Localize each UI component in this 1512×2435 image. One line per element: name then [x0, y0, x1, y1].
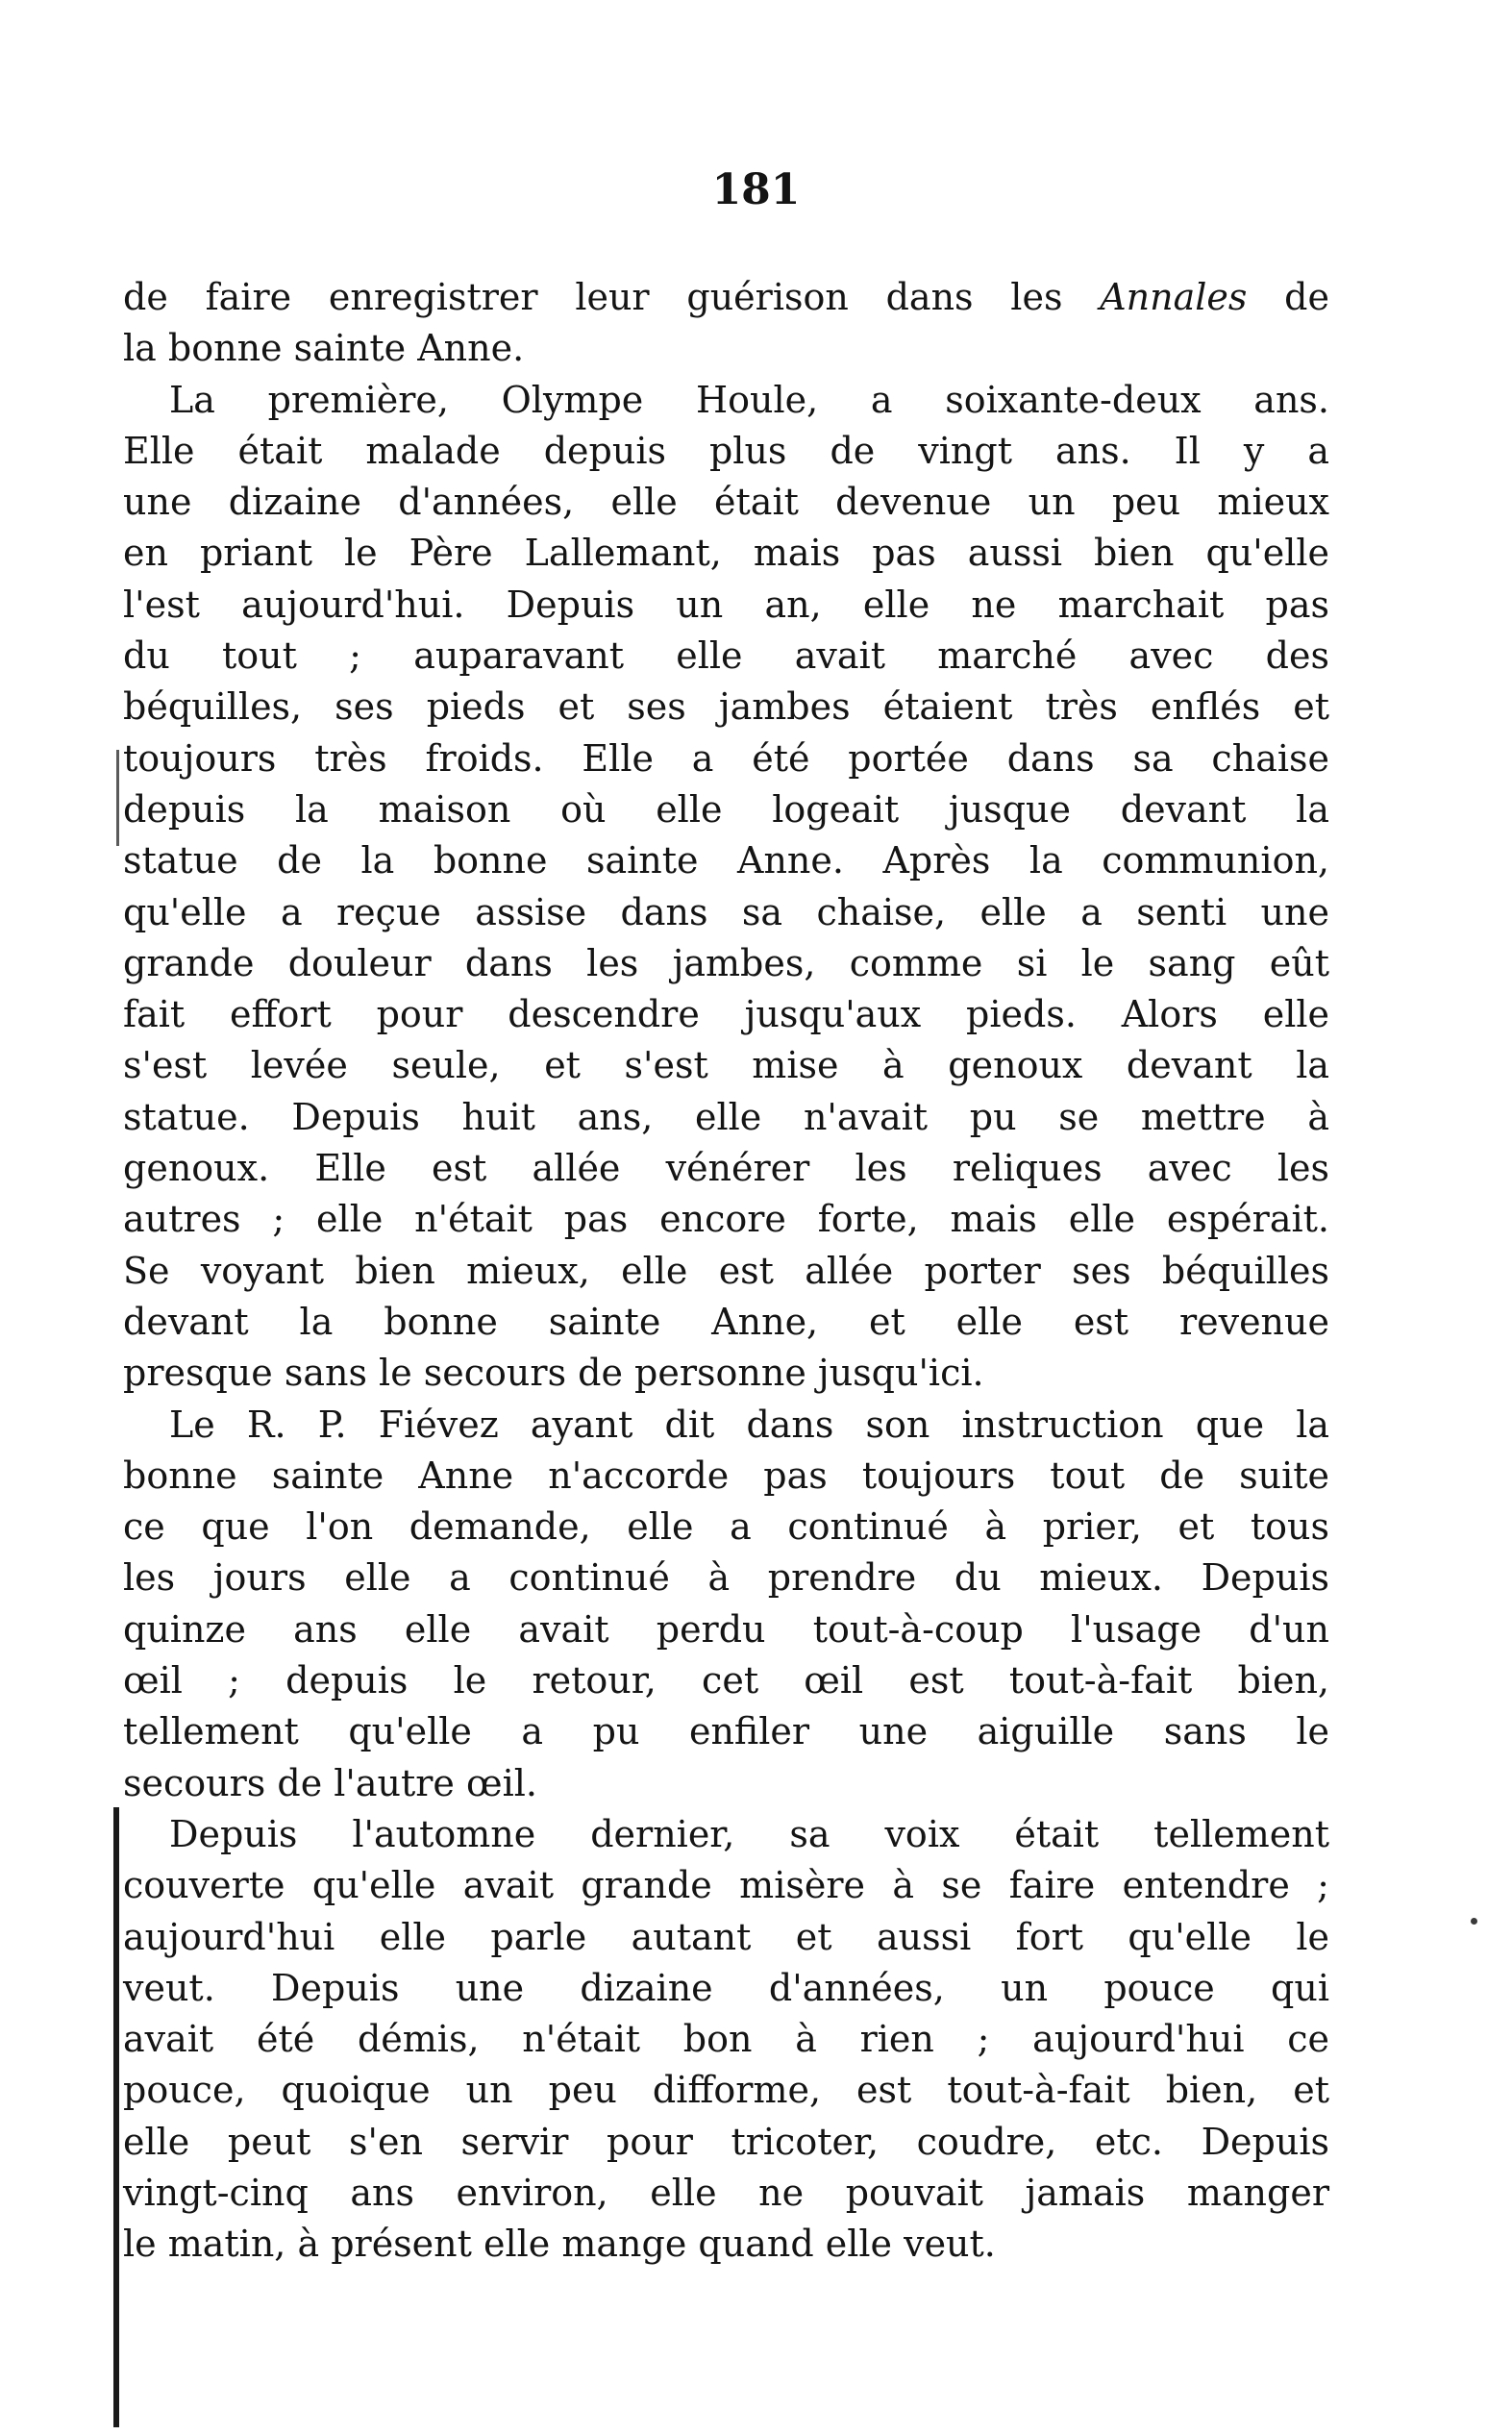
text-line: quinze ans elle avait perdu tout-à-coup l'usage d'un [123, 1607, 1329, 1651]
text-line: secours de l'autre œil. [123, 1761, 537, 1804]
text-line: la bonne sainte Anne. [123, 327, 525, 370]
text-line: toujours très froids. Elle a été portée dans sa chaise [123, 736, 1329, 780]
text-line: œil ; depuis le retour, cet œil est tout-à-fait bien, [123, 1659, 1329, 1702]
text-line: pouce, quoique un peu difforme, est tout-à-fait bien, et [123, 2069, 1329, 2112]
text-line: du tout ; auparavant elle avait marché avec des [123, 634, 1329, 678]
gutter-mark [116, 750, 119, 846]
text-line: autres ; elle n'était pas encore forte, mais elle espérait. [123, 1198, 1329, 1241]
text-line: bonne sainte Anne n'accorde pas toujours tout de suite [123, 1454, 1329, 1497]
text-line: depuis la maison où elle logeait jusque devant la [123, 787, 1329, 831]
text-line: Elle était malade depuis plus de vingt ans. Il y a [123, 429, 1329, 472]
text-line: couverte qu'elle avait grande misère à se faire entendre ; [123, 1864, 1329, 1907]
text-line: une dizaine d'années, elle était devenue un peu mieux [123, 481, 1329, 524]
text-line: presque sans le secours de personne jusqu'ici. [123, 1352, 984, 1395]
binding-edge [113, 1807, 119, 2427]
text-line: les jours elle a continué à prendre du mieux. Depuis [123, 1556, 1329, 1600]
page-number: 181 [711, 165, 801, 214]
text-line: La première, Olympe Houle, a soixante-deux ans. [169, 378, 1329, 421]
text-line: qu'elle a reçue assise dans sa chaise, elle a senti une [123, 890, 1329, 933]
text-line: Se voyant bien mieux, elle est allée porter ses béquilles [123, 1249, 1329, 1292]
ink-speck [1471, 1918, 1477, 1925]
text-line: en priant le Père Lallemant, mais pas aussi bien qu'elle [123, 532, 1329, 575]
text-line: vingt-cinq ans environ, elle ne pouvait jamais manger [123, 2171, 1329, 2214]
text-line: genoux. Elle est allée vénérer les reliques avec les [123, 1147, 1329, 1190]
text-line: avait été démis, n'était bon à rien ; aujourd'hui ce [123, 2018, 1329, 2061]
text-line: devant la bonne sainte Anne, et elle est revenue [123, 1300, 1329, 1343]
text-line: le matin, à présent elle mange quand elle veut. [123, 2223, 996, 2266]
text-line: Depuis l'automne dernier, sa voix était tellement [169, 1812, 1329, 1855]
text-line: statue de la bonne sainte Anne. Après la communion, [123, 839, 1329, 882]
text-line: grande douleur dans les jambes, comme si le sang eût [123, 941, 1329, 984]
text-line: statue. Depuis huit ans, elle n'avait pu se mettre à [123, 1095, 1329, 1138]
text-line: de faire enregistrer leur guérison dans les Annales de [123, 276, 1329, 318]
text-line: béquilles, ses pieds et ses jambes étaient très enflés et [123, 685, 1329, 729]
text-line: aujourd'hui elle parle autant et aussi fort qu'elle le [123, 1915, 1329, 1958]
text-line: elle peut s'en servir pour tricoter, coudre, etc. Depuis [123, 2120, 1329, 2163]
text-line: s'est levée seule, et s'est mise à genoux devant la [123, 1044, 1329, 1087]
text-line: tellement qu'elle a pu enfiler une aiguille sans le [123, 1710, 1329, 1753]
journal-title: Annales [1100, 276, 1248, 318]
text-line: veut. Depuis une dizaine d'années, un pouce qui [123, 1966, 1329, 2009]
text-line: fait effort pour descendre jusqu'aux pieds. Alors elle [123, 993, 1329, 1036]
text-line: l'est aujourd'hui. Depuis un an, elle ne marchait pas [123, 583, 1329, 626]
text-line: Le R. P. Fiévez ayant dit dans son instruction que la [169, 1403, 1329, 1446]
text-line: ce que l'on demande, elle a continué à prier, et tous [123, 1505, 1329, 1549]
body-text [123, 272, 1329, 2271]
